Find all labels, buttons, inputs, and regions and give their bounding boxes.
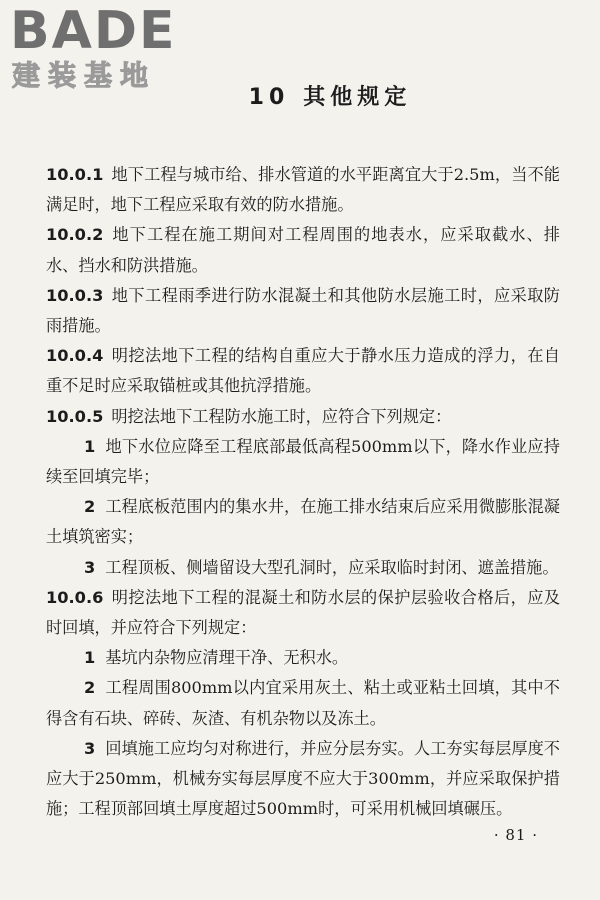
item-number: 3 — [84, 738, 96, 758]
clause-number: 10.0.2 — [46, 225, 104, 245]
item-text: 工程顶板、侧墙留设大型孔洞时，应采取临时封闭、遮盖措施。 — [105, 557, 559, 577]
clause-text: 地下工程在施工期间对工程周围的地表水，应采取截水、排水、挡水和防洪措施。 — [46, 225, 560, 275]
watermark-brand: BADE — [10, 1, 177, 61]
list-item — [46, 643, 560, 673]
clause-paragraph — [46, 281, 560, 341]
document-body — [46, 160, 560, 824]
item-number: 2 — [84, 678, 96, 698]
list-item — [46, 673, 560, 733]
item-text: 回填施工应均匀对称进行，并应分层夯实。人工夯实每层厚度不应大于250mm，机械夯实每层厚度不应大于300mm，并应采取保护措施；工程顶部回填土厚度超过500mm时，可采用机械回填碾压。 — [46, 738, 560, 819]
clause-text: 地下工程与城市给、排水管道的水平距离宜大于2.5m，当不能满足时，地下工程应采取有效的防水措施。 — [46, 165, 560, 215]
clause-text: 明挖法地下工程的结构自重应大于静水压力造成的浮力，在自重不足时应采取锚桩或其他抗浮措施。 — [46, 346, 560, 396]
item-number: 2 — [84, 497, 96, 517]
clause-number: 10.0.3 — [46, 285, 104, 305]
clause-number: 10.0.5 — [46, 406, 104, 426]
item-number: 1 — [84, 436, 96, 456]
clause-paragraph — [46, 583, 560, 643]
watermark-subtitle: 建装基地 — [12, 59, 157, 92]
clause-paragraph — [46, 160, 560, 220]
clause-paragraph — [46, 402, 560, 432]
item-number: 3 — [84, 557, 96, 577]
item-text: 地下水位应降至工程底部最低高程500mm以下，降水作业应持续至回填完毕； — [46, 436, 560, 487]
list-item — [46, 432, 560, 492]
list-item — [46, 553, 560, 583]
clause-number: 10.0.4 — [46, 346, 104, 366]
chapter-number: 10 — [248, 85, 290, 110]
item-text: 工程周围800mm以内宜采用灰土、粘土或亚粘土回填，其中不得含有石块、碎砖、灰渣、有机杂物以及冻土。 — [46, 678, 560, 728]
chapter-title — [0, 80, 600, 111]
list-item — [46, 734, 560, 825]
item-number: 1 — [84, 648, 96, 668]
clause-number: 10.0.6 — [46, 587, 104, 607]
clause-text: 明挖法地下工程防水施工时，应符合下列规定： — [111, 406, 452, 426]
clause-paragraph — [46, 341, 560, 401]
list-item — [46, 492, 560, 552]
chapter-title-text: 其他规定 — [303, 85, 412, 110]
clause-paragraph — [46, 220, 560, 280]
clause-number: 10.0.1 — [46, 165, 104, 184]
item-text: 工程底板范围内的集水井，在施工排水结束后应采用微膨胀混凝土填筑密实； — [46, 497, 560, 547]
page-number: · 81 · — [493, 826, 538, 844]
clause-text: 地下工程雨季进行防水混凝土和其他防水层施工时，应采取防雨措施。 — [46, 285, 560, 336]
clause-text: 明挖法地下工程的混凝土和防水层的保护层验收合格后，应及时回填，并应符合下列规定： — [46, 587, 560, 638]
item-text: 基坑内杂物应清理干净、无积水。 — [105, 648, 349, 668]
